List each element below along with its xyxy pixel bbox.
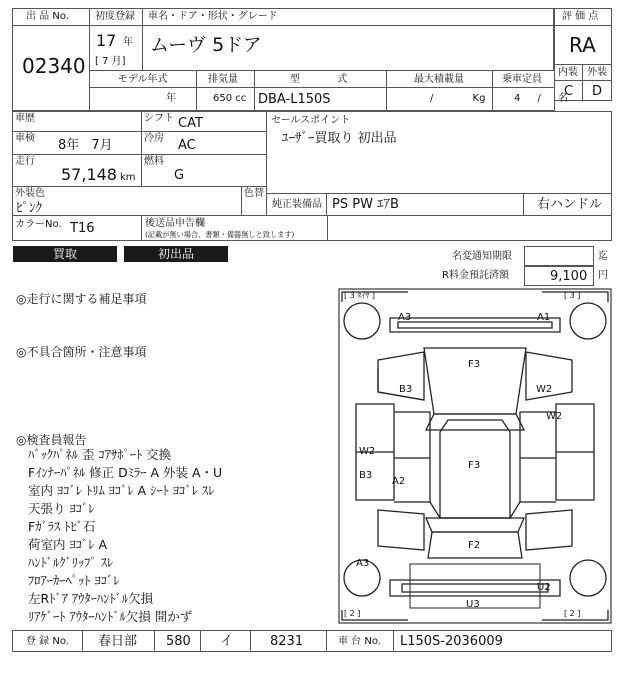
- report-line: 左Rﾄﾞｱ ｱｳﾀｰﾊﾝﾄﾞﾙ欠損: [28, 591, 154, 606]
- ext-color-label: 外装色: [15, 188, 45, 199]
- fuel: G: [174, 168, 185, 183]
- mark-a3-tire: A3: [356, 558, 370, 569]
- reg-class: 580: [166, 634, 191, 649]
- car-name: ムーヴ 5ドア: [150, 34, 262, 56]
- report-line: 天張り ﾖｺﾞﾚ: [28, 501, 95, 516]
- first-reg-label: 初度登録: [95, 11, 135, 22]
- mileage: 57,148: [61, 165, 117, 184]
- tire-label-br: [ 2 ]: [564, 609, 581, 618]
- driving-heading: ◎走行に関する補足事項: [16, 292, 147, 306]
- tire-label-tr: [ 3 ]: [564, 291, 581, 300]
- notice-unit: 迄: [598, 251, 608, 262]
- sales-point-label: セールスポイント: [271, 115, 351, 126]
- report-line: ﾘｱｹﾞｰﾄ ｱｳﾀｰﾊﾝﾄﾞﾙ欠損 開かず: [28, 609, 193, 624]
- chassis: L150S-2036009: [400, 634, 503, 649]
- inspection: 8年 7月: [58, 138, 113, 153]
- repaint-label: 色替: [244, 188, 264, 199]
- mark-a2-left: A2: [392, 476, 406, 487]
- reg-number: 8231: [270, 634, 304, 649]
- model: DBA-L150S: [258, 92, 331, 107]
- exterior-label: 外装: [587, 67, 607, 78]
- report-line: Fｲﾝﾅｰﾊﾟﾈﾙ 修正 Dﾐﾗｰ A 外装 A・U: [28, 465, 223, 480]
- car-name-label: 車名・ドア・形状・グレード: [148, 11, 278, 22]
- ac-label: 冷房: [144, 133, 164, 144]
- interior-label: 内装: [558, 67, 578, 78]
- mark-a3-top: A3: [398, 312, 412, 323]
- exterior-grade: D: [592, 84, 603, 99]
- mark-a1-top: A1: [537, 312, 551, 323]
- steering: 右ハンドル: [537, 197, 603, 212]
- ext-color: ﾋﾟﾝｸ: [16, 201, 42, 216]
- ext-color-cell: [12, 186, 242, 216]
- grade-label: 評 価 点: [562, 11, 599, 22]
- max-load: / Kg: [430, 93, 486, 104]
- mark-f3-roof: F3: [468, 460, 481, 471]
- model-label: 型 式: [290, 74, 348, 85]
- report-line: ﾊﾞｯｸﾊﾟﾈﾙ 歪 ｺｱｻﾎﾟｰﾄ 交換: [28, 447, 172, 462]
- shift-label: シフト: [144, 113, 174, 124]
- notice-cell: [524, 246, 594, 266]
- recycle-unit: 円: [598, 270, 608, 281]
- report-line: ﾌﾛｱｰｶｰﾍﾟｯﾄ ﾖｺﾞﾚ: [28, 573, 120, 588]
- report-line: ﾊﾝﾄﾞﾙｸﾞﾘｯﾌﾟ ｽﾚ: [28, 555, 114, 570]
- reg-label: 登 録 No.: [26, 636, 69, 647]
- model-year-unit: 年: [166, 93, 176, 104]
- max-load-label: 最大積載量: [414, 74, 464, 85]
- lot-no-label: 出 品 No.: [26, 11, 69, 22]
- interior-grade: C: [564, 84, 574, 99]
- defects-heading: ◎不具合箇所・注意事項: [16, 345, 147, 359]
- first-reg-year: 17: [96, 31, 117, 50]
- reg-area: 春日部: [98, 634, 138, 649]
- mark-f2-rear: F2: [468, 540, 481, 551]
- lot-no: 02340: [22, 54, 86, 78]
- mileage-label: 走行: [15, 156, 35, 167]
- mark-f3-hood: F3: [468, 359, 481, 370]
- history-label: 車歴: [15, 113, 35, 124]
- chassis-label: 車 台 No.: [338, 636, 381, 647]
- later-items-value-cell: [327, 215, 612, 241]
- mileage-unit: km: [120, 172, 136, 183]
- mark-w2-right: W2: [536, 384, 553, 395]
- first-reg-month: [ 7 月]: [95, 56, 126, 67]
- color-no: T16: [70, 221, 95, 236]
- tag-first-listing: 初出品: [124, 246, 228, 262]
- report-line: 室内 ﾖｺﾞﾚ ﾄﾘﾑ ﾖｺﾞﾚ A ｼｰﾄ ﾖｺﾞﾚ ｽﾚ: [28, 483, 215, 498]
- report-line: Fｶﾞﾗｽ ﾄﾋﾞ石: [28, 519, 96, 534]
- mark-w2-left: W2: [359, 446, 376, 457]
- mark-u3-bottom: U3: [466, 599, 480, 610]
- later-items-label: 後送品申告欄: [145, 218, 205, 229]
- car-damage-diagram: [338, 288, 612, 624]
- mark-w2-right2: W2: [546, 411, 563, 422]
- inspection-label: 車検: [15, 133, 35, 144]
- displacement-label: 排気量: [208, 74, 238, 85]
- tire-label-bl: [ 2 ]: [344, 609, 361, 618]
- reg-kana: イ: [220, 634, 234, 649]
- ac: AC: [178, 138, 196, 153]
- recycle-amount: 9,100: [550, 269, 588, 284]
- shift: CAT: [178, 116, 203, 131]
- capacity: 4 / 名: [514, 93, 569, 104]
- fuel-label: 燃料: [144, 156, 164, 167]
- grade: RA: [569, 33, 596, 57]
- tire-label-tl: [ 3 ﾀｲﾔ ]: [344, 291, 375, 300]
- mark-b3-left: B3: [399, 384, 413, 395]
- equipment: PS PW ｴｱB: [332, 197, 399, 212]
- year-unit: 年: [123, 37, 133, 48]
- displacement: 650 cc: [213, 93, 247, 104]
- capacity-label: 乗車定員: [502, 74, 542, 85]
- mark-b3-left2: B3: [359, 470, 373, 481]
- equipment-label: 純正装備品: [272, 199, 322, 210]
- model-year-label: モデル年式: [118, 74, 168, 85]
- sales-point: ﾕｰｻﾞｰ買取り 初出品: [282, 131, 397, 146]
- later-items-note: (記載が無い場合、書類・備器無しと致します): [145, 230, 295, 239]
- tag-buyback: 買取: [13, 246, 117, 262]
- mark-u2-rear: U2: [537, 582, 551, 593]
- recycle-label: R料金預託済額: [442, 270, 509, 281]
- notice-label: 名変通知期限: [452, 251, 512, 262]
- color-no-label: カラーNo.: [15, 219, 62, 230]
- inspector-heading: ◎検査員報告: [16, 433, 87, 447]
- report-line: 荷室内 ﾖｺﾞﾚ A: [28, 537, 107, 552]
